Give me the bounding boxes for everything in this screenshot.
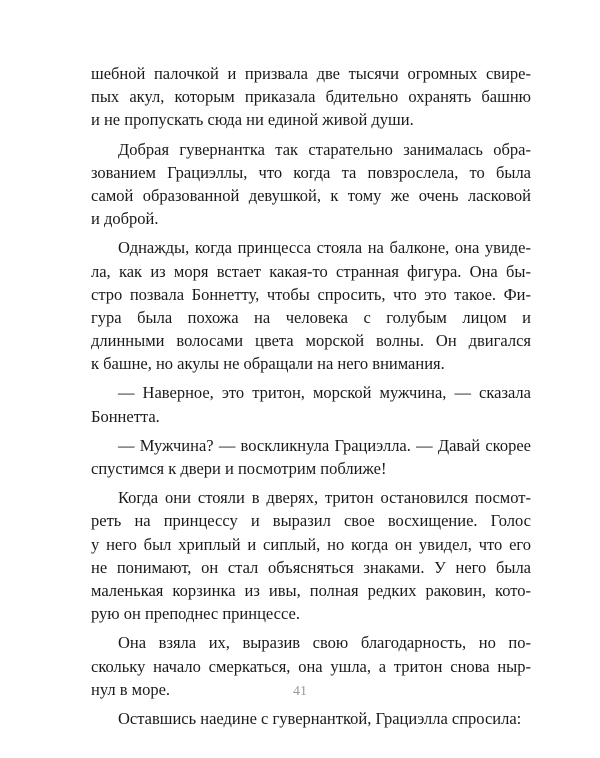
- text-line: к башне, но акулы не обращали на него внимания.: [91, 354, 445, 374]
- text-line: Однажды, когда принцесса стояла на балконе, она увиде-: [118, 238, 531, 258]
- text-line: — Мужчина? — воскликнула Грациэлла. — Давай скорее: [118, 435, 531, 455]
- text-line: и не пропускать сюда ни единой живой души.: [91, 110, 414, 130]
- text-line: пых акул, которым приказала бдительно охранять башню: [91, 87, 531, 107]
- text-line: шебной палочкой и призвала две тысячи огромных свире-: [91, 64, 531, 83]
- paragraph: [91, 138, 531, 231]
- text-line: Оставшись наедине с гувернанткой, Грациэлла спросила:: [118, 708, 522, 728]
- text-line: спустимся к двери и посмотрим поближе!: [91, 459, 387, 478]
- page-text: [91, 62, 531, 736]
- page-number: 41: [293, 684, 307, 699]
- text-line: маленькая корзинка из ивы, полная редких раковин, кото-: [91, 580, 531, 600]
- paragraph: [91, 486, 531, 625]
- text-line: Боннетта.: [91, 406, 160, 426]
- text-line: стро позвала Боннетту, чтобы спросить, что это такое. Фи-: [91, 284, 531, 304]
- text-line: — Наверное, это тритон, морской мужчина, — сказала: [118, 383, 531, 403]
- paragraph: [91, 381, 531, 427]
- text-line: нул в море.: [91, 679, 171, 699]
- text-line: Она взяла их, выразив свою благодарность, но по-: [118, 633, 531, 653]
- text-line: ла, как из моря встает какая-то странная фигура. Она бы-: [91, 261, 531, 281]
- paragraph: [91, 707, 531, 730]
- text-line: реть на принцессу и выразил свое восхищение. Голос: [91, 511, 531, 531]
- text-line: скольку начало смеркаться, она ушла, а тритон снова ныр-: [91, 656, 531, 676]
- text-line: и доброй.: [91, 209, 159, 229]
- text-line: Когда они стояли в дверях, тритон остановился посмот-: [118, 488, 531, 508]
- text-line: рую он преподнес принцессе.: [91, 604, 300, 624]
- text-line: не понимают, он стал объясняться знаками. У него была: [91, 557, 531, 577]
- text-line: Добрая гувернантка так старательно занималась обра-: [118, 139, 531, 159]
- text-line: у него был хриплый и сиплый, но когда он увидел, что его: [91, 534, 531, 554]
- text-line: гура была похожа на человека с голубым лицом и: [91, 307, 531, 327]
- text-line: длинными волосами цвета морской волны. Он двигался: [91, 331, 531, 351]
- text-line: самой образованной девушкой, к тому же очень ласковой: [91, 185, 531, 205]
- paragraph: [91, 62, 531, 132]
- paragraph: [91, 236, 531, 375]
- paragraph: [91, 434, 531, 480]
- text-line: зованием Грациэллы, что когда та повзрослела, то была: [91, 162, 531, 182]
